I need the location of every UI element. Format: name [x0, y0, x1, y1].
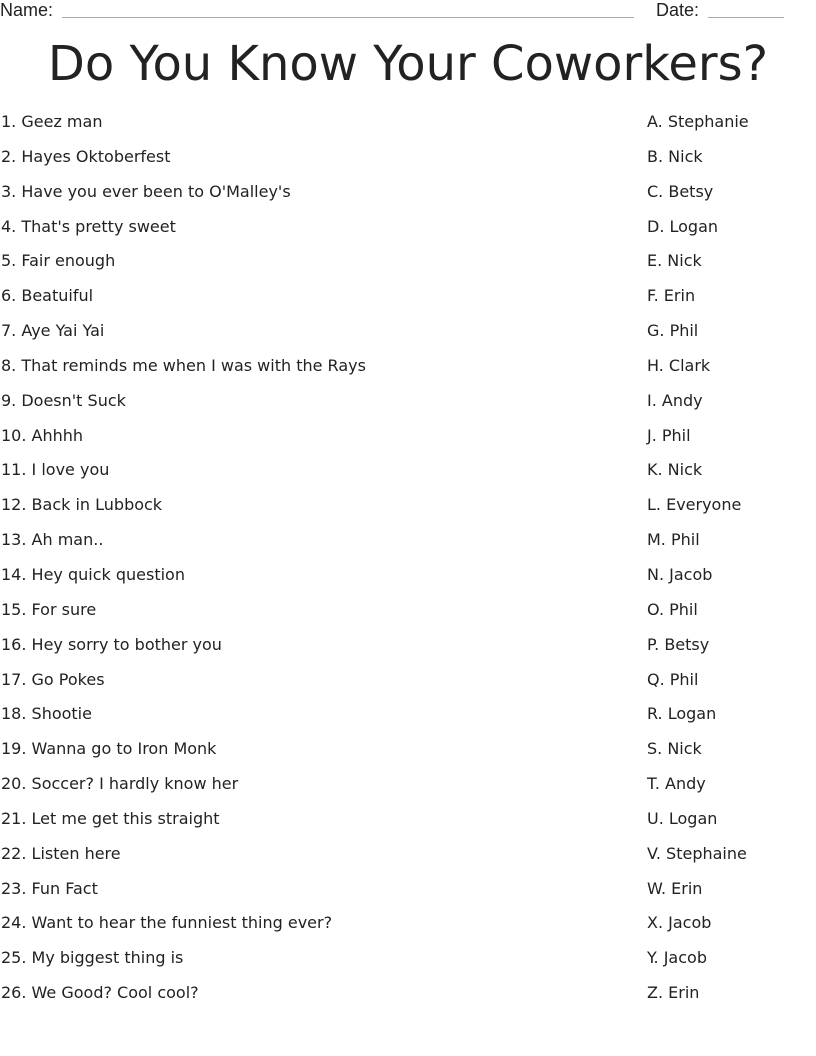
clue-text: 20. Soccer? I hardly know her	[1, 774, 239, 794]
clue-text: 18. Shootie	[1, 704, 92, 724]
answer-option: F. Erin	[647, 286, 696, 306]
clue-text: 11. I love you	[1, 460, 110, 480]
clue-text: 26. We Good? Cool cool?	[1, 983, 199, 1003]
answer-option: I. Andy	[647, 390, 703, 410]
clue-text: 25. My biggest thing is	[1, 948, 184, 968]
worksheet-header	[0, 0, 816, 24]
matching-list	[0, 112, 816, 1018]
answer-option: L. Everyone	[647, 495, 742, 515]
list-item	[0, 809, 816, 844]
list-item	[0, 600, 816, 635]
date-label: Date:	[656, 0, 700, 20]
name-field-line	[62, 17, 634, 18]
answer-option: C. Betsy	[647, 181, 714, 201]
clue-text: 24. Want to hear the funniest thing ever?	[1, 913, 333, 933]
answer-option: Q. Phil	[647, 669, 699, 689]
clue-text: 16. Hey sorry to bother you	[1, 634, 222, 654]
page-title: Do You Know Your Coworkers?	[47, 36, 769, 92]
answer-option: V. Stephaine	[647, 843, 747, 863]
answer-option: M. Phil	[647, 530, 700, 550]
clue-text: 17. Go Pokes	[1, 669, 105, 689]
list-item	[0, 739, 816, 774]
clue-text: 14. Hey quick question	[1, 564, 185, 584]
list-item	[0, 217, 816, 252]
list-item	[0, 426, 816, 461]
list-item	[0, 391, 816, 426]
date-field-line	[708, 17, 784, 18]
answer-option: R. Logan	[647, 704, 717, 724]
clue-text: 5. Fair enough	[1, 251, 116, 271]
clue-text: 9. Doesn't Suck	[1, 390, 126, 410]
clue-text: 7. Aye Yai Yai	[1, 321, 105, 341]
name-label: Name:	[0, 0, 54, 20]
list-item	[0, 251, 816, 286]
answer-option: Y. Jacob	[647, 948, 707, 968]
list-item	[0, 321, 816, 356]
clue-text: 4. That's pretty sweet	[1, 216, 176, 236]
answer-option: Z. Erin	[647, 983, 700, 1003]
clue-text: 12. Back in Lubbock	[1, 495, 163, 515]
clue-text: 21. Let me get this straight	[1, 808, 220, 828]
list-item	[0, 913, 816, 948]
answer-option: X. Jacob	[647, 913, 712, 933]
clue-text: 8. That reminds me when I was with the Rays	[1, 355, 366, 375]
answer-option: N. Jacob	[647, 564, 713, 584]
list-item	[0, 286, 816, 321]
answer-option: W. Erin	[647, 878, 703, 898]
answer-option: P. Betsy	[647, 634, 710, 654]
list-item	[0, 948, 816, 983]
clue-text: 13. Ah man..	[1, 530, 104, 550]
answer-option: B. Nick	[647, 146, 703, 166]
clue-text: 15. For sure	[1, 599, 97, 619]
list-item	[0, 182, 816, 217]
list-item	[0, 460, 816, 495]
list-item	[0, 565, 816, 600]
list-item	[0, 112, 816, 147]
answer-option: K. Nick	[647, 460, 703, 480]
list-item	[0, 147, 816, 182]
answer-option: S. Nick	[647, 739, 702, 759]
clue-text: 1. Geez man	[1, 112, 103, 131]
clue-text: 19. Wanna go to Iron Monk	[1, 739, 217, 759]
list-item	[0, 356, 816, 391]
answer-option: D. Logan	[647, 216, 719, 236]
clue-text: 6. Beatuiful	[1, 286, 94, 306]
clue-text: 23. Fun Fact	[1, 878, 98, 898]
clue-text: 22. Listen here	[1, 843, 121, 863]
answer-option: J. Phil	[647, 425, 691, 445]
clue-text: 2. Hayes Oktoberfest	[1, 146, 171, 166]
list-item	[0, 670, 816, 705]
clue-text: 10. Ahhhh	[1, 425, 84, 445]
answer-option: U. Logan	[647, 808, 718, 828]
list-item	[0, 983, 816, 1018]
answer-option: A. Stephanie	[647, 112, 749, 131]
answer-option: T. Andy	[647, 774, 706, 794]
clue-text: 3. Have you ever been to O'Malley's	[1, 181, 291, 201]
list-item	[0, 635, 816, 670]
list-item	[0, 844, 816, 879]
answer-option: O. Phil	[647, 599, 698, 619]
answer-option: E. Nick	[647, 251, 702, 271]
answer-option: G. Phil	[647, 321, 699, 341]
list-item	[0, 495, 816, 530]
list-item	[0, 774, 816, 809]
list-item	[0, 530, 816, 565]
list-item	[0, 704, 816, 739]
list-item	[0, 879, 816, 914]
answer-option: H. Clark	[647, 355, 711, 375]
